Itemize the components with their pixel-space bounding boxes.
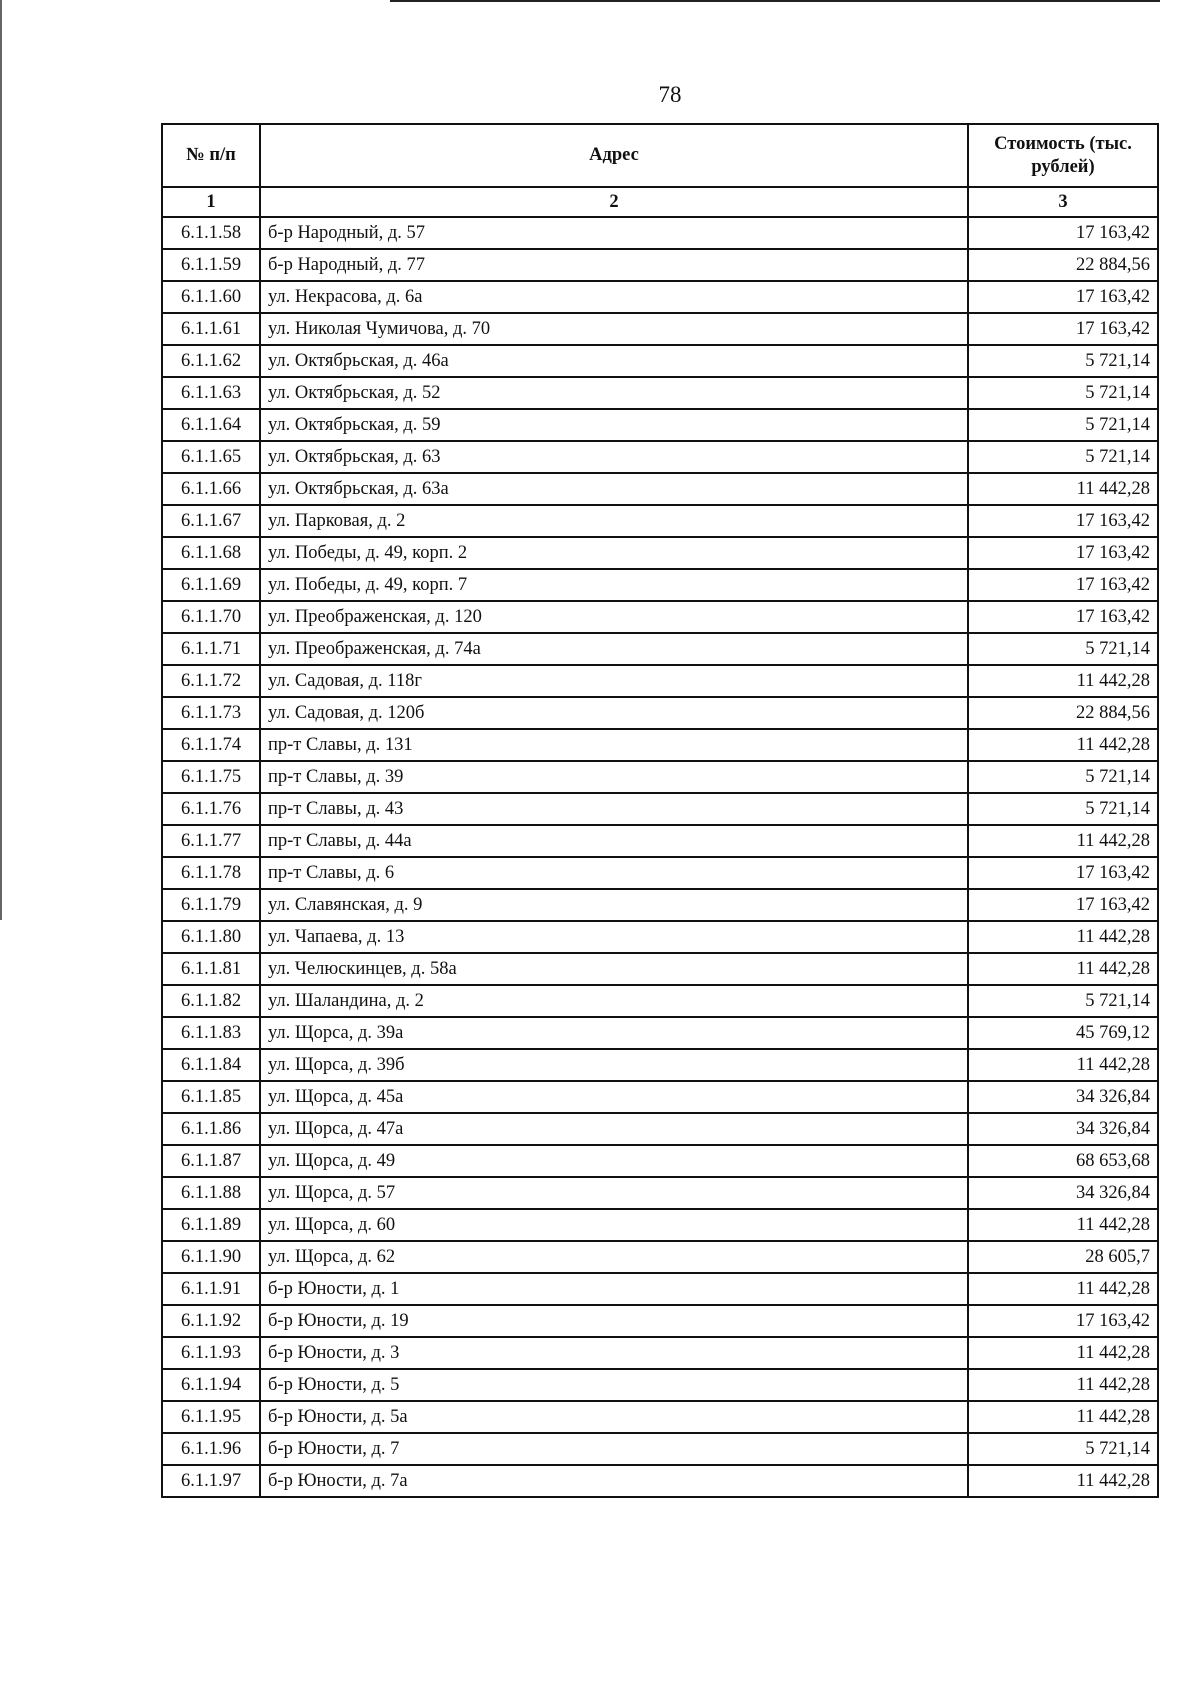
row-cost-cell: 17 163,42 xyxy=(968,889,1158,921)
row-number-cell: 6.1.1.59 xyxy=(162,249,260,281)
row-cost-cell: 11 442,28 xyxy=(968,665,1158,697)
row-cost-cell: 5 721,14 xyxy=(968,409,1158,441)
row-address-cell: ул. Преображенская, д. 120 xyxy=(260,601,968,633)
row-number-cell: 6.1.1.64 xyxy=(162,409,260,441)
row-address-cell: пр-т Славы, д. 43 xyxy=(260,793,968,825)
row-cost-cell: 17 163,42 xyxy=(968,505,1158,537)
row-address-cell: ул. Чапаева, д. 13 xyxy=(260,921,968,953)
row-cost-cell: 5 721,14 xyxy=(968,761,1158,793)
row-number-cell: 6.1.1.58 xyxy=(162,217,260,249)
row-number-cell: 6.1.1.85 xyxy=(162,1081,260,1113)
row-number-cell: 6.1.1.83 xyxy=(162,1017,260,1049)
row-cost-cell: 68 653,68 xyxy=(968,1145,1158,1177)
row-number-cell: 6.1.1.80 xyxy=(162,921,260,953)
table-row xyxy=(162,729,1158,761)
row-number-cell: 6.1.1.78 xyxy=(162,857,260,889)
row-cost-cell: 22 884,56 xyxy=(968,697,1158,729)
row-cost-cell: 5 721,14 xyxy=(968,377,1158,409)
row-number-cell: 6.1.1.97 xyxy=(162,1465,260,1497)
table-row xyxy=(162,1337,1158,1369)
table-row xyxy=(162,857,1158,889)
row-number-cell: 6.1.1.67 xyxy=(162,505,260,537)
table-row xyxy=(162,601,1158,633)
row-address-cell: ул. Октябрьская, д. 63а xyxy=(260,473,968,505)
table-row xyxy=(162,345,1158,377)
row-cost-cell: 11 442,28 xyxy=(968,1273,1158,1305)
row-address-cell: ул. Славянская, д. 9 xyxy=(260,889,968,921)
row-number-cell: 6.1.1.74 xyxy=(162,729,260,761)
table-row xyxy=(162,1049,1158,1081)
row-address-cell: ул. Победы, д. 49, корп. 7 xyxy=(260,569,968,601)
row-address-cell: б-р Народный, д. 77 xyxy=(260,249,968,281)
row-number-cell: 6.1.1.90 xyxy=(162,1241,260,1273)
row-address-cell: б-р Юности, д. 5а xyxy=(260,1401,968,1433)
row-address-cell: б-р Народный, д. 57 xyxy=(260,217,968,249)
row-cost-cell: 5 721,14 xyxy=(968,345,1158,377)
row-address-cell: пр-т Славы, д. 44а xyxy=(260,825,968,857)
table-header-row xyxy=(162,124,1158,187)
table-row xyxy=(162,409,1158,441)
table-row xyxy=(162,697,1158,729)
table-row xyxy=(162,313,1158,345)
row-number-cell: 6.1.1.70 xyxy=(162,601,260,633)
row-address-cell: ул. Щорса, д. 39б xyxy=(260,1049,968,1081)
row-address-cell: б-р Юности, д. 3 xyxy=(260,1337,968,1369)
table-body xyxy=(162,217,1158,1497)
row-number-cell: 6.1.1.68 xyxy=(162,537,260,569)
row-cost-cell: 17 163,42 xyxy=(968,601,1158,633)
row-address-cell: ул. Победы, д. 49, корп. 2 xyxy=(260,537,968,569)
table-row xyxy=(162,281,1158,313)
row-number-cell: 6.1.1.69 xyxy=(162,569,260,601)
header-number: № п/п xyxy=(162,124,260,187)
table-row xyxy=(162,825,1158,857)
row-number-cell: 6.1.1.71 xyxy=(162,633,260,665)
row-cost-cell: 45 769,12 xyxy=(968,1017,1158,1049)
row-cost-cell: 11 442,28 xyxy=(968,953,1158,985)
top-scan-rule xyxy=(390,0,1160,2)
row-address-cell: б-р Юности, д. 5 xyxy=(260,1369,968,1401)
table-row xyxy=(162,921,1158,953)
table-row xyxy=(162,793,1158,825)
row-number-cell: 6.1.1.81 xyxy=(162,953,260,985)
row-address-cell: ул. Щорса, д. 57 xyxy=(260,1177,968,1209)
row-cost-cell: 5 721,14 xyxy=(968,441,1158,473)
row-cost-cell: 28 605,7 xyxy=(968,1241,1158,1273)
row-number-cell: 6.1.1.94 xyxy=(162,1369,260,1401)
row-address-cell: ул. Октябрьская, д. 59 xyxy=(260,409,968,441)
row-number-cell: 6.1.1.96 xyxy=(162,1433,260,1465)
row-number-cell: 6.1.1.76 xyxy=(162,793,260,825)
page-number: 78 xyxy=(658,82,682,107)
row-cost-cell: 5 721,14 xyxy=(968,1433,1158,1465)
row-cost-cell: 17 163,42 xyxy=(968,281,1158,313)
row-cost-cell: 17 163,42 xyxy=(968,569,1158,601)
table-row xyxy=(162,1465,1158,1497)
row-address-cell: б-р Юности, д. 19 xyxy=(260,1305,968,1337)
row-cost-cell: 11 442,28 xyxy=(968,729,1158,761)
table-row xyxy=(162,1369,1158,1401)
table-row xyxy=(162,569,1158,601)
row-number-cell: 6.1.1.93 xyxy=(162,1337,260,1369)
row-number-cell: 6.1.1.75 xyxy=(162,761,260,793)
table-row xyxy=(162,633,1158,665)
row-cost-cell: 11 442,28 xyxy=(968,1209,1158,1241)
row-number-cell: 6.1.1.66 xyxy=(162,473,260,505)
cost-table xyxy=(161,123,1159,1498)
row-address-cell: ул. Октябрьская, д. 52 xyxy=(260,377,968,409)
row-cost-cell: 17 163,42 xyxy=(968,1305,1158,1337)
row-address-cell: ул. Шаландина, д. 2 xyxy=(260,985,968,1017)
column-numbers-row xyxy=(162,187,1158,217)
row-cost-cell: 17 163,42 xyxy=(968,313,1158,345)
row-cost-cell: 17 163,42 xyxy=(968,537,1158,569)
row-address-cell: б-р Юности, д. 7а xyxy=(260,1465,968,1497)
row-address-cell: ул. Челюскинцев, д. 58а xyxy=(260,953,968,985)
row-number-cell: 6.1.1.61 xyxy=(162,313,260,345)
row-address-cell: ул. Щорса, д. 60 xyxy=(260,1209,968,1241)
table-row xyxy=(162,217,1158,249)
row-address-cell: ул. Щорса, д. 47а xyxy=(260,1113,968,1145)
row-number-cell: 6.1.1.95 xyxy=(162,1401,260,1433)
row-address-cell: ул. Садовая, д. 120б xyxy=(260,697,968,729)
row-cost-cell: 5 721,14 xyxy=(968,633,1158,665)
row-number-cell: 6.1.1.72 xyxy=(162,665,260,697)
header-address: Адрес xyxy=(260,124,968,187)
row-cost-cell: 11 442,28 xyxy=(968,921,1158,953)
table-row xyxy=(162,985,1158,1017)
row-address-cell: б-р Юности, д. 7 xyxy=(260,1433,968,1465)
column-number-3: 3 xyxy=(968,187,1158,217)
row-cost-cell: 34 326,84 xyxy=(968,1113,1158,1145)
row-cost-cell: 11 442,28 xyxy=(968,825,1158,857)
row-address-cell: ул. Щорса, д. 49 xyxy=(260,1145,968,1177)
table-row xyxy=(162,1401,1158,1433)
table-row xyxy=(162,1145,1158,1177)
table-row xyxy=(162,1113,1158,1145)
row-number-cell: 6.1.1.77 xyxy=(162,825,260,857)
row-cost-cell: 34 326,84 xyxy=(968,1081,1158,1113)
row-number-cell: 6.1.1.63 xyxy=(162,377,260,409)
row-number-cell: 6.1.1.84 xyxy=(162,1049,260,1081)
row-cost-cell: 17 163,42 xyxy=(968,857,1158,889)
row-cost-cell: 5 721,14 xyxy=(968,793,1158,825)
table-row xyxy=(162,537,1158,569)
row-address-cell: ул. Щорса, д. 39а xyxy=(260,1017,968,1049)
row-number-cell: 6.1.1.86 xyxy=(162,1113,260,1145)
table-row xyxy=(162,505,1158,537)
row-number-cell: 6.1.1.82 xyxy=(162,985,260,1017)
row-number-cell: 6.1.1.91 xyxy=(162,1273,260,1305)
column-number-1: 1 xyxy=(162,187,260,217)
row-address-cell: пр-т Славы, д. 131 xyxy=(260,729,968,761)
row-cost-cell: 11 442,28 xyxy=(968,1465,1158,1497)
table-row xyxy=(162,953,1158,985)
row-cost-cell: 22 884,56 xyxy=(968,249,1158,281)
row-address-cell: ул. Парковая, д. 2 xyxy=(260,505,968,537)
row-number-cell: 6.1.1.87 xyxy=(162,1145,260,1177)
table-row xyxy=(162,761,1158,793)
row-cost-cell: 17 163,42 xyxy=(968,217,1158,249)
row-address-cell: ул. Щорса, д. 62 xyxy=(260,1241,968,1273)
row-address-cell: ул. Октябрьская, д. 46а xyxy=(260,345,968,377)
row-address-cell: ул. Преображенская, д. 74а xyxy=(260,633,968,665)
table-row xyxy=(162,1241,1158,1273)
row-address-cell: б-р Юности, д. 1 xyxy=(260,1273,968,1305)
table-row xyxy=(162,665,1158,697)
table-row xyxy=(162,377,1158,409)
table-row xyxy=(162,249,1158,281)
row-cost-cell: 11 442,28 xyxy=(968,1369,1158,1401)
column-number-2: 2 xyxy=(260,187,968,217)
table-row xyxy=(162,1209,1158,1241)
left-scan-rule xyxy=(0,0,2,920)
table-row xyxy=(162,473,1158,505)
row-number-cell: 6.1.1.89 xyxy=(162,1209,260,1241)
row-cost-cell: 11 442,28 xyxy=(968,473,1158,505)
table-row xyxy=(162,441,1158,473)
table-row xyxy=(162,1081,1158,1113)
row-cost-cell: 34 326,84 xyxy=(968,1177,1158,1209)
row-number-cell: 6.1.1.79 xyxy=(162,889,260,921)
row-number-cell: 6.1.1.92 xyxy=(162,1305,260,1337)
row-cost-cell: 11 442,28 xyxy=(968,1401,1158,1433)
row-number-cell: 6.1.1.73 xyxy=(162,697,260,729)
table-row xyxy=(162,1433,1158,1465)
row-address-cell: ул. Николая Чумичова, д. 70 xyxy=(260,313,968,345)
row-cost-cell: 11 442,28 xyxy=(968,1337,1158,1369)
row-number-cell: 6.1.1.65 xyxy=(162,441,260,473)
row-address-cell: ул. Некрасова, д. 6а xyxy=(260,281,968,313)
table-row xyxy=(162,889,1158,921)
table-row xyxy=(162,1017,1158,1049)
table-row xyxy=(162,1177,1158,1209)
table-row xyxy=(162,1273,1158,1305)
row-address-cell: пр-т Славы, д. 6 xyxy=(260,857,968,889)
row-number-cell: 6.1.1.62 xyxy=(162,345,260,377)
row-address-cell: пр-т Славы, д. 39 xyxy=(260,761,968,793)
row-number-cell: 6.1.1.88 xyxy=(162,1177,260,1209)
row-number-cell: 6.1.1.60 xyxy=(162,281,260,313)
row-cost-cell: 5 721,14 xyxy=(968,985,1158,1017)
table-row xyxy=(162,1305,1158,1337)
row-cost-cell: 11 442,28 xyxy=(968,1049,1158,1081)
row-address-cell: ул. Садовая, д. 118г xyxy=(260,665,968,697)
header-cost: Стоимость (тыс. рублей) xyxy=(968,124,1158,187)
row-address-cell: ул. Октябрьская, д. 63 xyxy=(260,441,968,473)
row-address-cell: ул. Щорса, д. 45а xyxy=(260,1081,968,1113)
